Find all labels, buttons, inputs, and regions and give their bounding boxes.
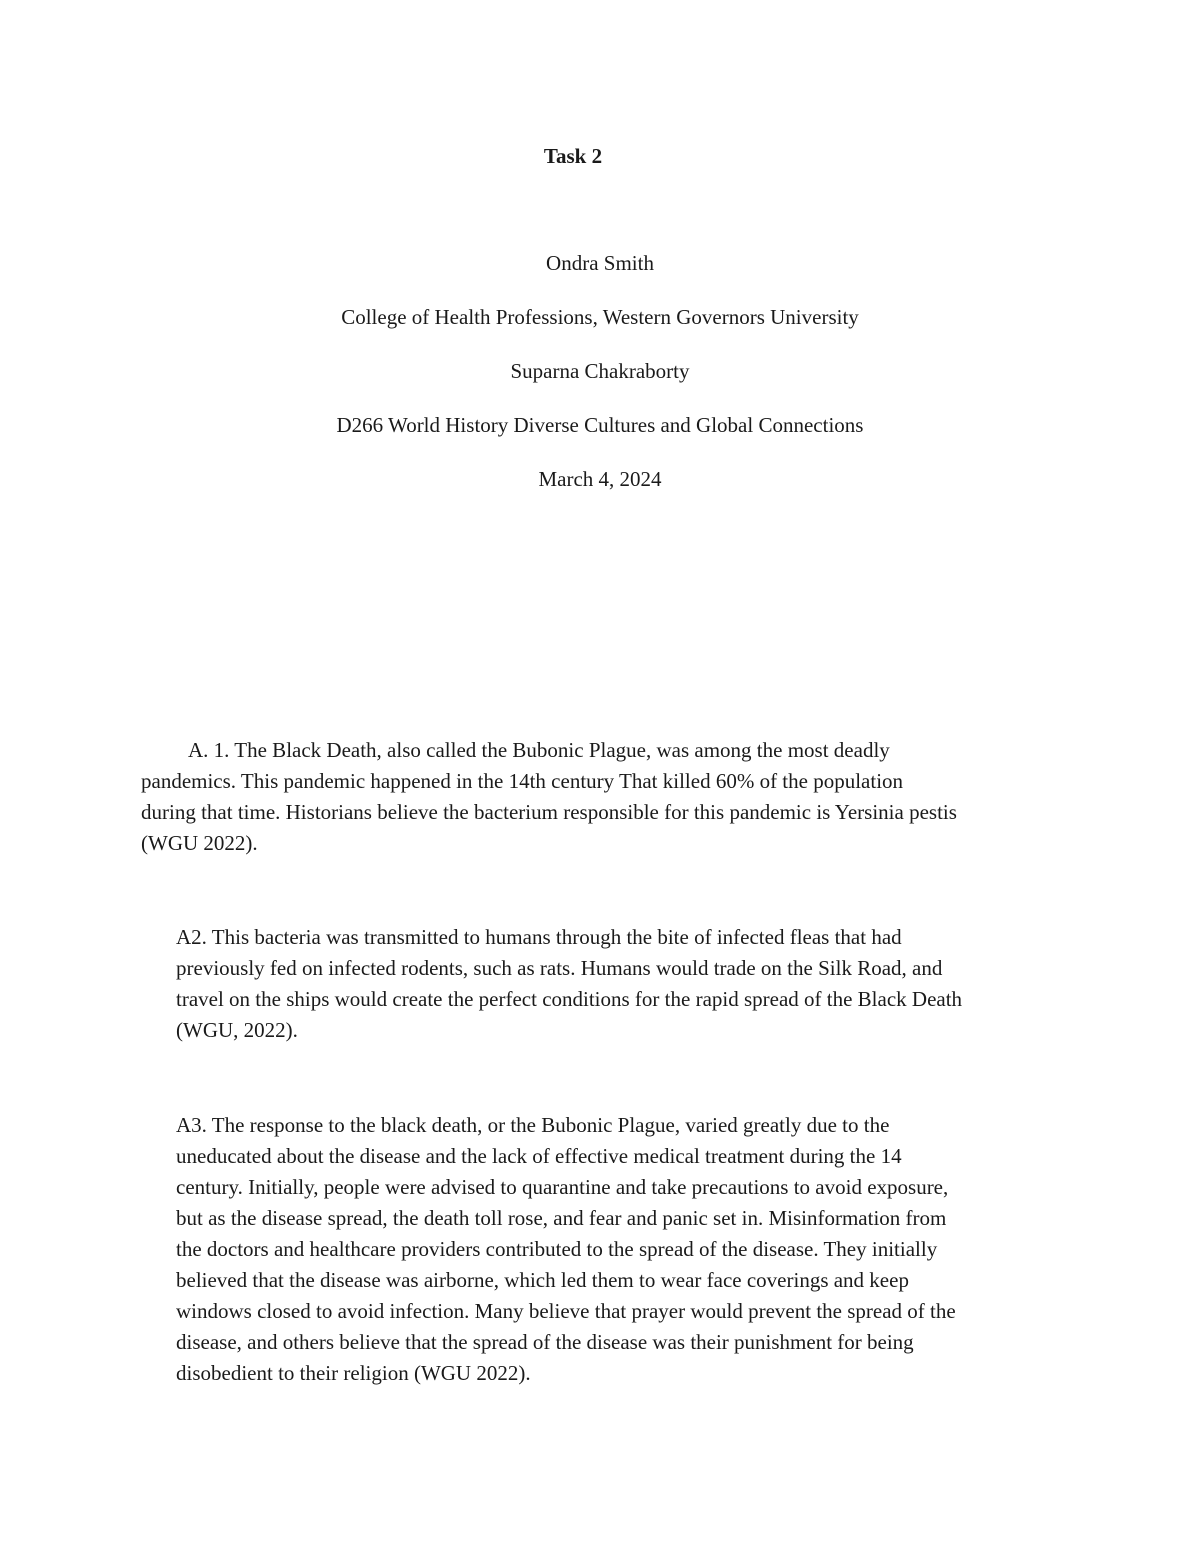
paragraph-line: disobedient to their religion (WGU 2022). xyxy=(176,1361,531,1385)
paragraph-line: (WGU 2022). xyxy=(141,831,258,855)
author-name: Ondra Smith xyxy=(546,251,654,275)
paragraph-a2 xyxy=(176,922,1066,1046)
paragraph-line: previously fed on infected rodents, such as rats. Humans would trade on the Silk Road, and xyxy=(176,956,943,980)
paragraph-line: A3. The response to the black death, or the Bubonic Plague, varied greatly due to the xyxy=(176,1113,890,1137)
institution-name: College of Health Professions, Western Governors University xyxy=(341,305,859,329)
paragraph-line: during that time. Historians believe the bacterium responsible for this pandemic is Yersinia pestis xyxy=(141,800,957,824)
paragraph-line: windows closed to avoid infection. Many believe that prayer would prevent the spread of the xyxy=(176,1299,956,1323)
paragraph-line: pandemics. This pandemic happened in the 14th century That killed 60% of the population xyxy=(141,769,904,793)
paragraph-a3 xyxy=(176,1110,1066,1389)
paragraph-line: the doctors and healthcare providers contributed to the spread of the disease. They initially xyxy=(176,1237,938,1261)
paragraph-line: travel on the ships would create the perfect conditions for the rapid spread of the Black Death xyxy=(176,987,963,1011)
paragraph-line: uneducated about the disease and the lack of effective medical treatment during the 14 xyxy=(176,1144,902,1168)
paragraph-line: A. 1. The Black Death, also called the Bubonic Plague, was among the most deadly xyxy=(188,738,890,762)
paragraph-line: but as the disease spread, the death toll rose, and fear and panic set in. Misinformation from xyxy=(176,1206,947,1230)
title-page-block xyxy=(0,248,1200,518)
paragraph-a1 xyxy=(141,735,1061,859)
course-name: D266 World History Diverse Cultures and Global Connections xyxy=(336,413,864,437)
paragraph-line: A2. This bacteria was transmitted to humans through the bite of infected fleas that had xyxy=(176,925,902,949)
paragraph-line: believed that the disease was airborne, which led them to wear face coverings and keep xyxy=(176,1268,909,1292)
paragraph-line: century. Initially, people were advised to quarantine and take precautions to avoid exposure, xyxy=(176,1175,949,1199)
paragraph-line: (WGU, 2022). xyxy=(176,1018,298,1042)
paragraph-line: disease, and others believe that the spread of the disease was their punishment for being xyxy=(176,1330,914,1354)
submission-date: March 4, 2024 xyxy=(538,467,662,491)
instructor-name: Suparna Chakraborty xyxy=(510,359,690,383)
document-title: Task 2 xyxy=(543,144,603,168)
